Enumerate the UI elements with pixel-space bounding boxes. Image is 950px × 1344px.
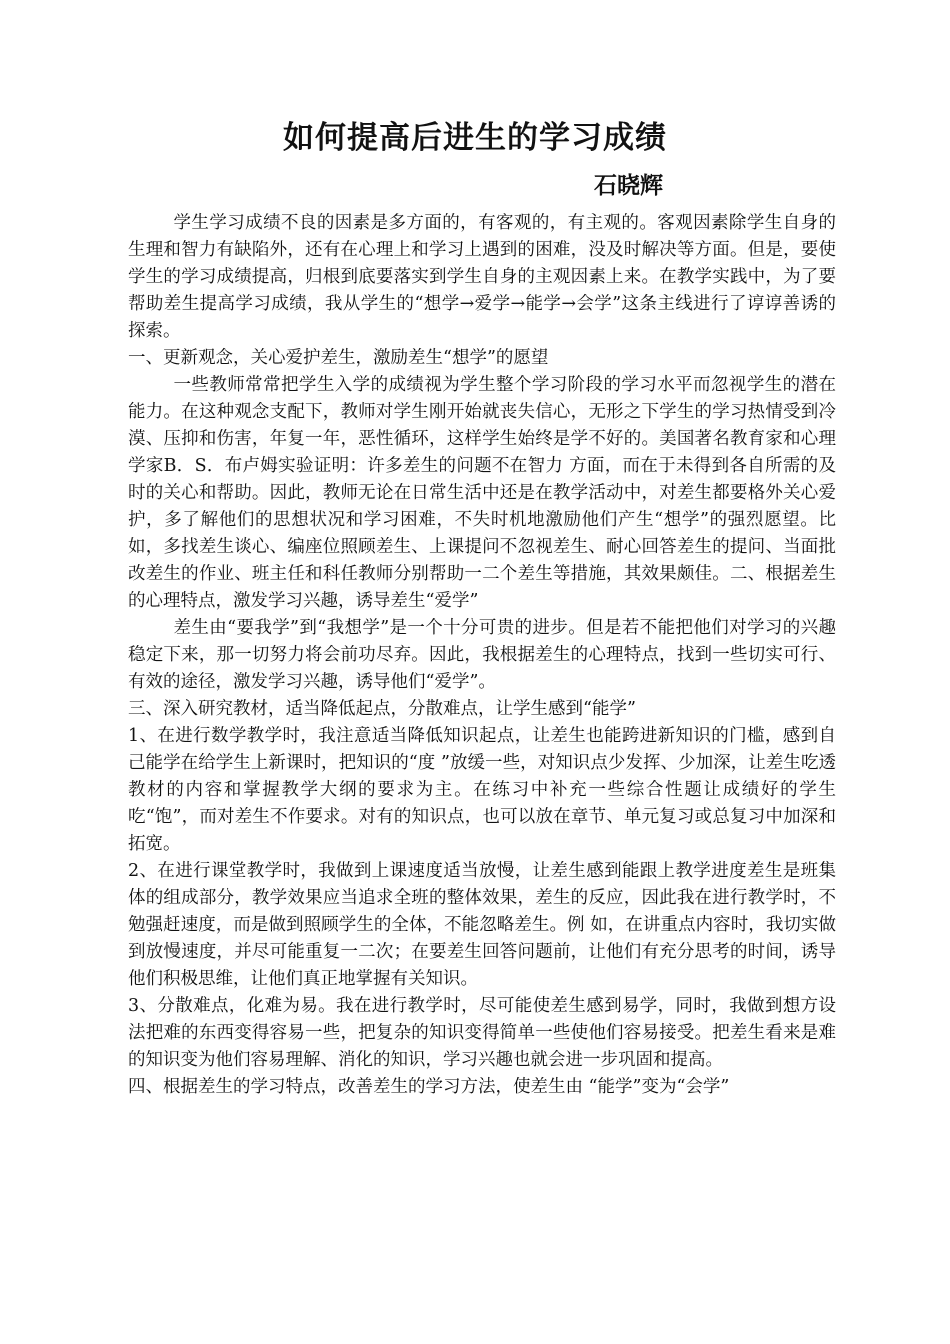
document-author: 石晓辉 [594, 173, 663, 199]
list-item: 3、分散难点，化难为易。我在进行教学时，尽可能使差生感到易学，同时，我做到想方设法把难的东西变得容易一些，把复杂的知识变得简单一些使他们容易接受。把差生看来是难的知识变为他们容易理解、消化的知识，学习兴趣也就会进一步巩固和提高。 [128, 996, 836, 1070]
section-heading: 四、根据差生的学习特点，改善差生的学习方法，使差生由 “能学”变为“会学” [128, 1077, 730, 1097]
list-item: 1、在进行数学教学时，我注意适当降低知识起点，让差生也能跨进新知识的门槛，感到自己能学在给学生上新课时，把知识的“度 ”放缓一些，对知识点少发挥、少加深，让差生吃透教材的内容和掌握教学大纲的要求为主。在练习中补充一些综合性题让成绩好的学生吃“饱”，而对差生不作要求。对有的知识点，也可以放在章节、单元复习或总复习中加深和拓宽。 [128, 726, 836, 854]
document-body [128, 210, 836, 1101]
list-item: 2、在进行课堂教学时，我做到上课速度适当放慢，让差生感到能跟上教学进度差生是班集体的组成部分，教学效果应当追求全班的整体效果，差生的反应，因此我在进行教学时，不勉强赶速度，而是做到照顾学生的全体，不能忽略差生。例 如，在讲重点内容时，我切实做到放慢速度，并尽可能重复一二次；在要差生回答问题前，让他们有充分思考的时间，诱导他们积极思维，让他们真正地掌握有关知识。 [128, 861, 836, 989]
section-heading: 三、深入研究教材，适当降低起点，分散难点，让学生感到“能学” [128, 699, 636, 719]
body-paragraph: 差生由“要我学”到“我想学”是一个十分可贵的进步。但是若不能把他们对学习的兴趣稳定下来，那一切努力将会前功尽弃。因此，我根据差生的心理特点，找到一些切实可行、有效的途径，激发学习兴趣，诱导他们“爱学”。 [128, 618, 836, 692]
body-paragraph: 学生学习成绩不良的因素是多方面的，有客观的，有主观的。客观因素除学生自身的生理和智力有缺陷外，还有在心理上和学习上遇到的困难，没及时解决等方面。但是，要使学生的学习成绩提高，归根到底要落实到学生自身的主观因素上来。在教学实践中，为了要帮助差生提高学习成绩，我从学生的“想学→爱学→能学→会学”这条主线进行了谆谆善诱的探索。 [128, 213, 836, 341]
body-paragraph: 一些教师常常把学生入学的成绩视为学生整个学习阶段的学习水平而忽视学生的潜在能力。在这种观念支配下，教师对学生刚开始就丧失信心，无形之下学生的学习热情受到冷漠、压抑和伤害，年复一年，恶性循环，这样学生始终是学不好的。美国著名教育家和心理学家B．S．布卢姆实验证明：许多差生的问题不在智力 方面，而在于未得到各自所需的及时的关心和帮助。因此，教师无论在日常生活中还是在教学活动中，对差生都要格外关心爱护，多了解他们的思想状况和学习困难，不失时机地激励他们产生“想学”的强烈愿望。比如，多找差生谈心、编座位照顾差生、上课提问不忽视差生、耐心回答差生的提问、当面批改差生的作业、班主任和科任教师分别帮助一二个差生等措施，其效果颇佳。二、根据差生的心理特点，激发学习兴趣，诱导差生“爱学” [128, 375, 836, 611]
section-heading: 一、更新观念，关心爱护差生，激励差生“想学”的愿望 [128, 348, 549, 368]
document-title: 如何提高后进生的学习成绩 [283, 120, 667, 156]
